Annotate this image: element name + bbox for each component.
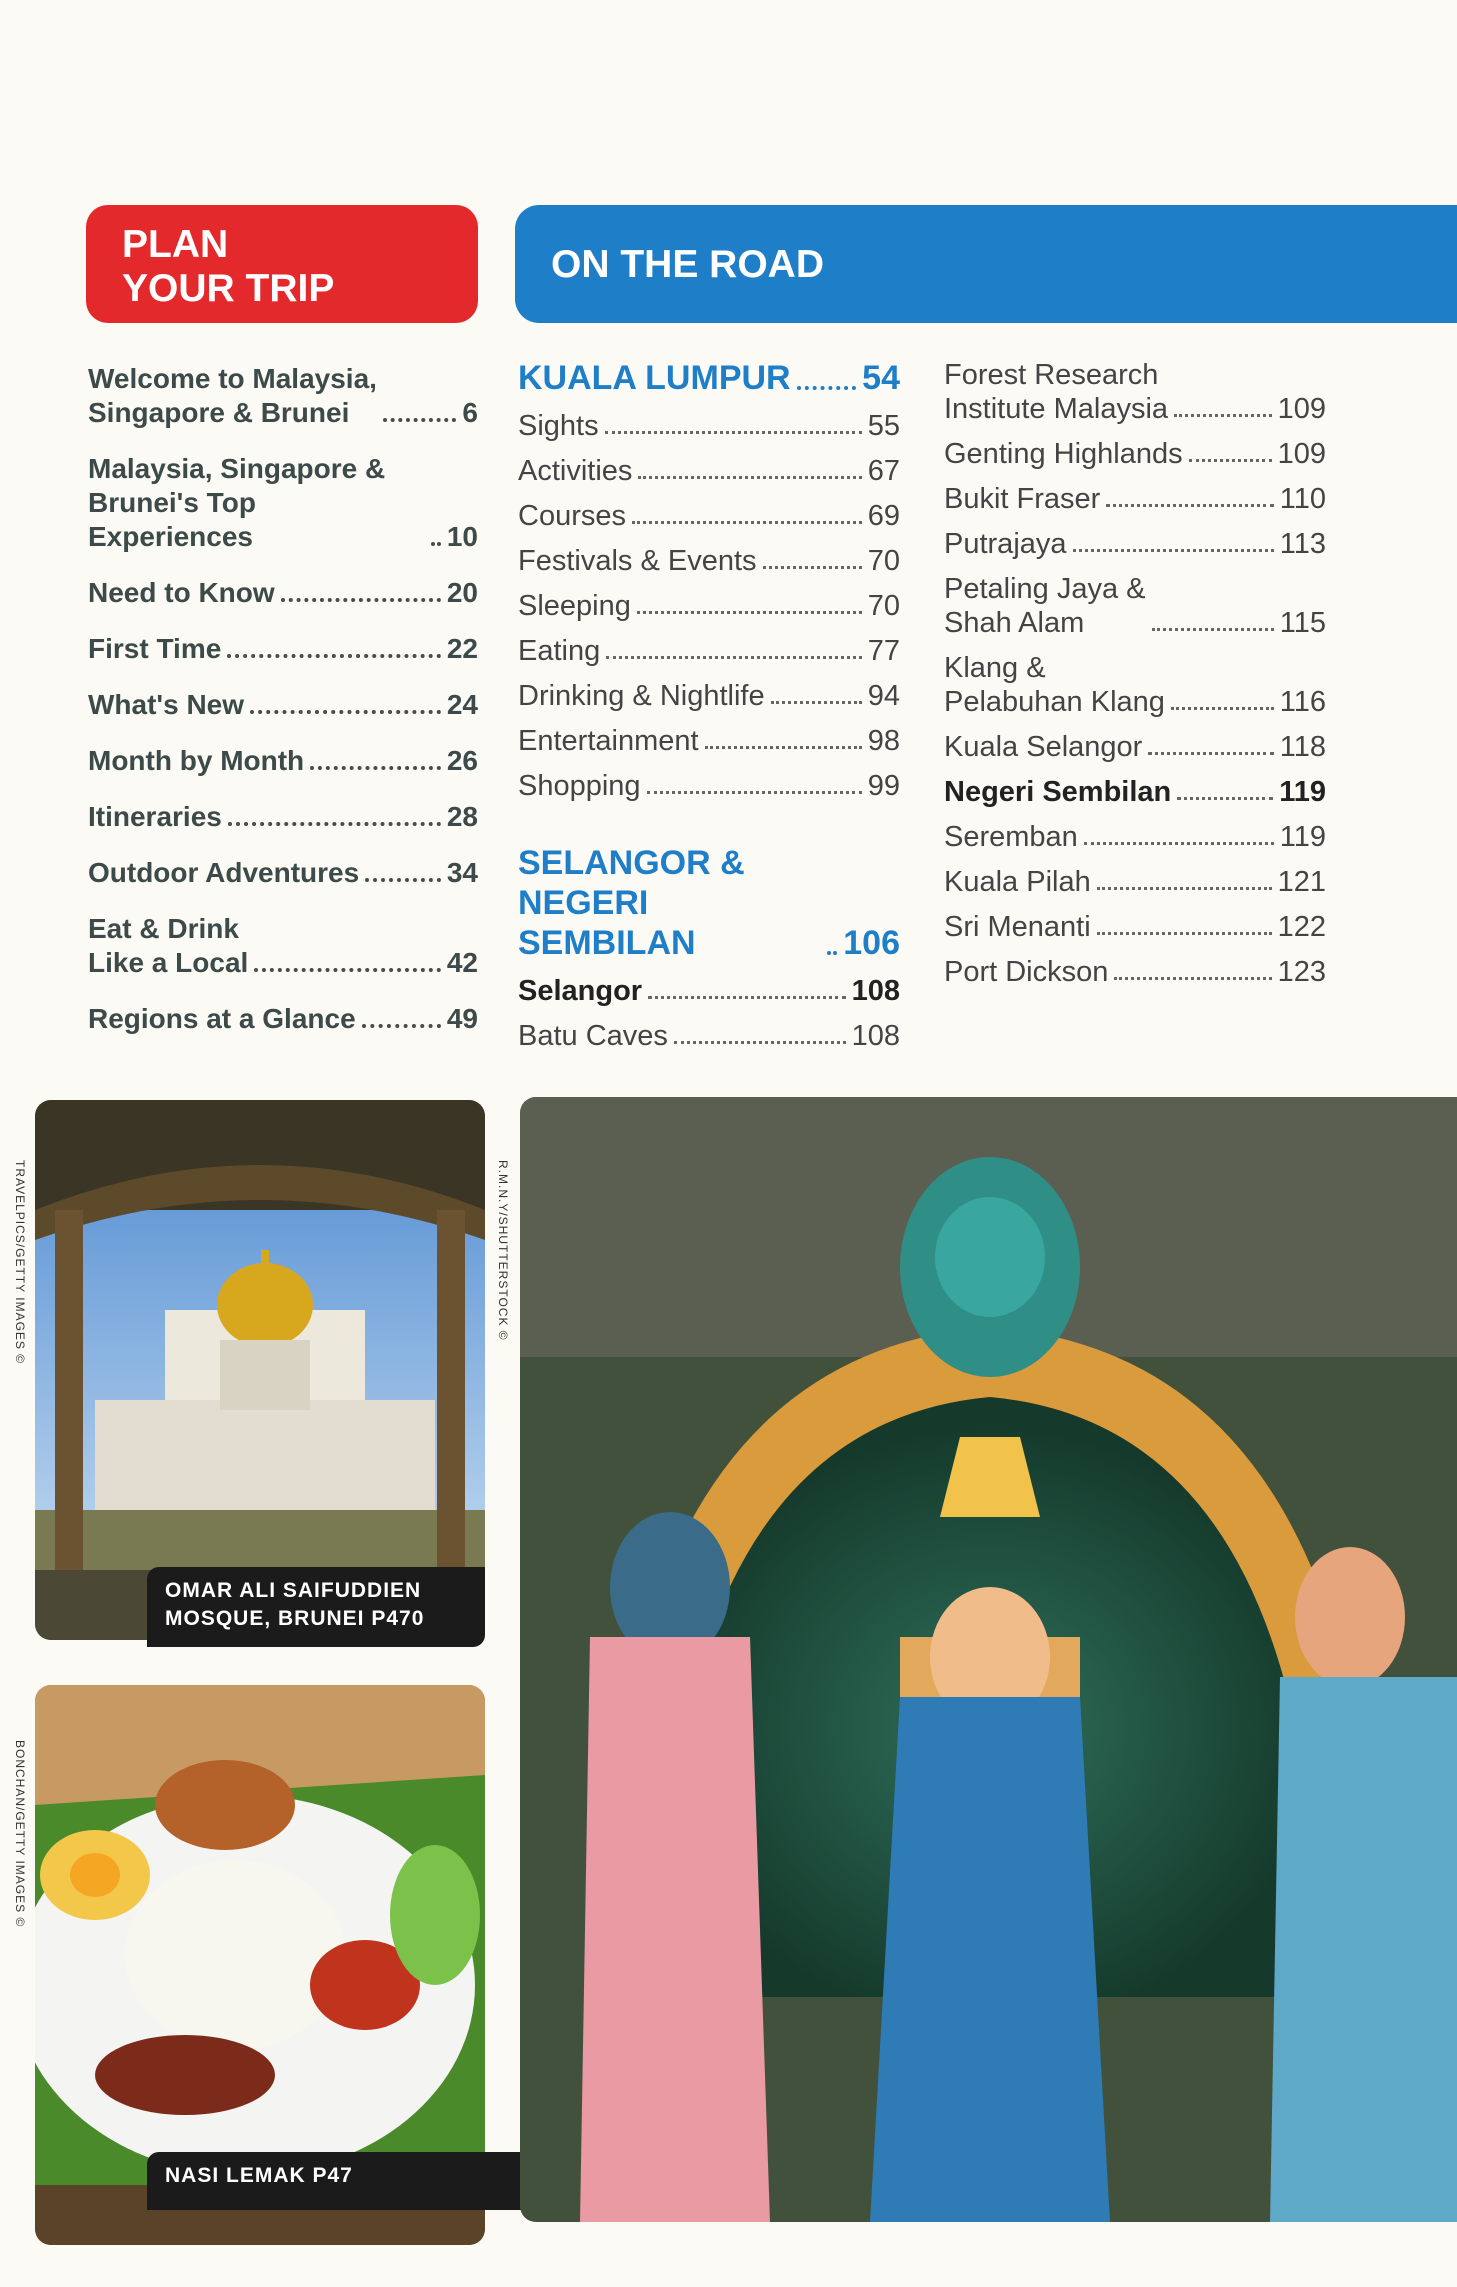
toc-entry-page: 109: [1277, 393, 1326, 425]
toc-entry-page: 119: [1279, 821, 1326, 853]
plan-item-page: 10: [446, 521, 478, 552]
toc-entry[interactable]: [518, 589, 900, 623]
toc-entry-page: 109: [1277, 438, 1326, 470]
toc-entry-label: Bukit Fraser: [944, 483, 1101, 515]
leader-dots: [1171, 707, 1274, 710]
section-heading-label: SELANGOR & NEGERI SEMBILAN: [518, 844, 745, 962]
mosque-photo-credit: TRAVELPICS/GETTY IMAGES ©: [13, 1160, 27, 1365]
toc-entry-page: 70: [867, 590, 900, 622]
plan-item-page: 49: [446, 1003, 478, 1034]
leader-dots: [431, 542, 441, 546]
toc-entry[interactable]: [944, 730, 1326, 764]
temple-photo: [520, 1097, 1457, 2222]
toc-entry-label: Sri Menanti: [944, 911, 1091, 943]
leader-dots: [763, 566, 862, 569]
toc-entry[interactable]: [518, 634, 900, 668]
plan-item-page: 42: [446, 947, 478, 978]
toc-entry[interactable]: [518, 974, 900, 1008]
plan-item-page: 20: [446, 577, 478, 608]
leader-dots: [827, 951, 837, 955]
toc-entry-label: Selangor: [518, 975, 643, 1007]
toc-entry-label: Forest Research Institute Malaysia: [944, 359, 1169, 425]
plan-item[interactable]: [88, 1002, 478, 1036]
toc-entry[interactable]: [944, 651, 1326, 719]
section-heading-page: 54: [862, 359, 900, 397]
leader-dots: [705, 746, 862, 749]
toc-entry-page: 116: [1279, 686, 1326, 718]
toc-entry-page: 118: [1279, 731, 1326, 763]
plan-item-page: 24: [446, 689, 478, 720]
leader-dots: [606, 656, 862, 659]
plan-item-label: Eat & Drink Like a Local: [88, 913, 249, 978]
toc-entry[interactable]: [944, 820, 1326, 854]
toc-entry-label: Negeri Sembilan: [944, 776, 1172, 808]
toc-entry[interactable]: [518, 724, 900, 758]
leader-dots: [250, 710, 441, 714]
leader-dots: [227, 654, 441, 658]
toc-entry[interactable]: [944, 775, 1326, 809]
leader-dots: [648, 996, 846, 999]
toc-entry[interactable]: [518, 454, 900, 488]
toc-entry[interactable]: [944, 358, 1326, 426]
plan-item-page: 6: [462, 397, 478, 428]
plan-item-label: Welcome to Malaysia, Singapore & Brunei: [88, 363, 377, 428]
toc-entry-label: Drinking & Nightlife: [518, 680, 765, 712]
leader-dots: [1114, 977, 1271, 980]
toc-entry-label: Kuala Selangor: [944, 731, 1143, 763]
leader-dots: [605, 431, 862, 434]
nasi-lemak-caption: NASI LEMAK P47: [147, 2152, 533, 2210]
leader-dots: [310, 766, 441, 770]
plan-item-label: Malaysia, Singapore & Brunei's Top Experiences: [88, 453, 386, 552]
leader-dots: [797, 386, 857, 390]
leader-dots: [1174, 414, 1272, 417]
leader-dots: [1084, 842, 1274, 845]
toc-entry-label: Genting Highlands: [944, 438, 1183, 470]
toc-entry-page: 69: [867, 500, 900, 532]
toc-entry[interactable]: [944, 955, 1326, 989]
toc-entry-page: 110: [1279, 483, 1326, 515]
toc-entry-label: Sights: [518, 410, 599, 442]
toc-entry[interactable]: [944, 572, 1326, 640]
toc-entry-page: 98: [867, 725, 900, 757]
leader-dots: [674, 1041, 846, 1044]
plan-item-page: 34: [446, 857, 478, 888]
road-title: ON THE ROAD: [551, 243, 824, 286]
leader-dots: [365, 878, 441, 882]
leader-dots: [1152, 628, 1274, 631]
leader-dots: [771, 701, 862, 704]
toc-entry[interactable]: [944, 865, 1326, 899]
leader-dots: [632, 521, 862, 524]
toc-entry[interactable]: [944, 437, 1326, 471]
toc-entry[interactable]: [944, 527, 1326, 561]
leader-dots: [638, 476, 861, 479]
plan-item[interactable]: [88, 452, 478, 554]
toc-entry-label: Eating: [518, 635, 601, 667]
plan-item-label: What's New: [88, 689, 245, 720]
toc-entry-page: 67: [867, 455, 900, 487]
plan-your-trip-header: [86, 205, 478, 323]
toc-entry-page: 99: [867, 770, 900, 802]
toc-entry-label: Batu Caves: [518, 1020, 668, 1052]
leader-dots: [281, 598, 441, 602]
toc-entry-page: 94: [867, 680, 900, 712]
leader-dots: [1097, 932, 1272, 935]
toc-entry-page: 121: [1277, 866, 1326, 898]
section-heading-label: KUALA LUMPUR: [518, 359, 791, 397]
toc-entry-page: 123: [1277, 956, 1326, 988]
leader-dots: [647, 791, 862, 794]
toc-entry-page: 55: [867, 410, 900, 442]
leader-dots: [362, 1024, 441, 1028]
plan-item[interactable]: [88, 800, 478, 834]
plan-item-label: Regions at a Glance: [88, 1003, 356, 1034]
plan-item-page: 28: [446, 801, 478, 832]
section-heading-page: 106: [843, 924, 900, 962]
toc-entry-label: Courses: [518, 500, 626, 532]
temple-photo-credit: R.M.N.Y/SHUTTERSTOCK ©: [496, 1160, 510, 1341]
toc-entry[interactable]: [518, 679, 900, 713]
plan-item-label: Itineraries: [88, 801, 222, 832]
leader-dots: [254, 968, 441, 972]
toc-entry[interactable]: [944, 910, 1326, 944]
plan-item-page: 22: [446, 633, 478, 664]
plan-item[interactable]: [88, 576, 478, 610]
toc-entry-page: 122: [1277, 911, 1326, 943]
toc-entry-label: Sleeping: [518, 590, 631, 622]
toc-entry-label: Festivals & Events: [518, 545, 757, 577]
food-photo-credit: BONCHAN/GETTY IMAGES ©: [13, 1740, 27, 1928]
toc-entry-page: 77: [867, 635, 900, 667]
toc-entry-page: 115: [1279, 607, 1326, 639]
plan-title: PLAN YOUR TRIP: [122, 223, 335, 310]
toc-entry[interactable]: [518, 499, 900, 533]
plan-item-label: Month by Month: [88, 745, 305, 776]
plan-item[interactable]: [88, 632, 478, 666]
toc-entry-page: 108: [851, 1020, 900, 1052]
leader-dots: [637, 611, 862, 614]
toc-entry-page: 119: [1279, 776, 1326, 808]
plan-list: [88, 362, 478, 1058]
toc-entry-label: Seremban: [944, 821, 1078, 853]
toc-entry-label: Port Dickson: [944, 956, 1109, 988]
plan-item-label: Outdoor Adventures: [88, 857, 360, 888]
road-column-2: [944, 358, 1326, 989]
leader-dots: [1177, 797, 1273, 800]
road-column-1: [518, 358, 900, 1053]
plan-item-label: First Time: [88, 633, 222, 664]
toc-entry-page: 70: [867, 545, 900, 577]
toc-entry-label: Activities: [518, 455, 633, 487]
toc-entry[interactable]: [518, 409, 900, 443]
toc-entry-label: Entertainment: [518, 725, 699, 757]
leader-dots: [228, 822, 441, 826]
plan-item[interactable]: [88, 856, 478, 890]
plan-item-label: Need to Know: [88, 577, 275, 608]
toc-entry-page: 108: [851, 975, 900, 1007]
toc-entry[interactable]: [518, 1019, 900, 1053]
leader-dots: [1189, 459, 1272, 462]
toc-entry[interactable]: [518, 544, 900, 578]
plan-item[interactable]: [88, 912, 478, 980]
toc-entry[interactable]: [944, 482, 1326, 516]
toc-entry-label: Putrajaya: [944, 528, 1067, 560]
plan-item[interactable]: [88, 688, 478, 722]
toc-entry-label: Klang & Pelabuhan Klang: [944, 652, 1165, 718]
leader-dots: [1106, 504, 1273, 507]
leader-dots: [1097, 887, 1272, 890]
toc-entry-page: 113: [1279, 528, 1326, 560]
plan-item[interactable]: [88, 744, 478, 778]
mosque-photo: [35, 1100, 485, 1640]
mosque-caption: OMAR ALI SAIFUDDIEN MOSQUE, BRUNEI P470: [147, 1567, 485, 1647]
toc-entry-label: Shopping: [518, 770, 641, 802]
selangor-heading[interactable]: [518, 843, 900, 963]
plan-item[interactable]: [88, 362, 478, 430]
on-the-road-header: [515, 205, 1457, 323]
toc-entry-label: Kuala Pilah: [944, 866, 1091, 898]
kuala-lumpur-heading[interactable]: [518, 358, 900, 398]
leader-dots: [1148, 752, 1273, 755]
plan-item-page: 26: [446, 745, 478, 776]
leader-dots: [383, 418, 456, 422]
leader-dots: [1073, 549, 1274, 552]
toc-entry-label: Petaling Jaya & Shah Alam: [944, 573, 1146, 639]
toc-entry[interactable]: [518, 769, 900, 803]
